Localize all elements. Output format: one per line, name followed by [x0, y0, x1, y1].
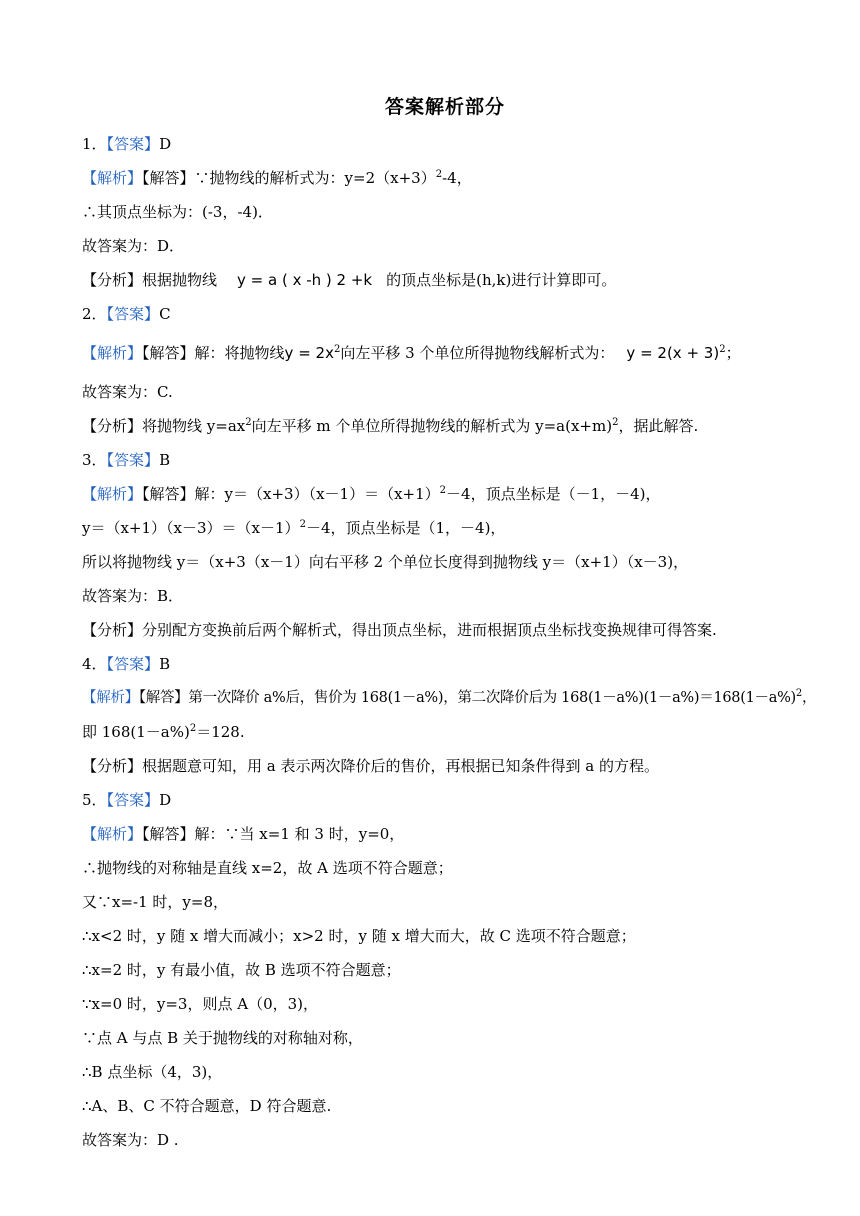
solve-tag: 【解答】 — [142, 825, 195, 843]
solve-tag: 【解答】 — [142, 169, 195, 187]
q2-answer: C — [159, 305, 171, 323]
q5-solution-line-5: ∴x=2 时，y 有最小值，故 B 选项不符合题意； — [82, 961, 401, 979]
q2-formula-1: y = 2x — [284, 344, 334, 362]
answer-tag: 【答案】 — [106, 451, 160, 469]
q5-solution-line-6: ∵x=0 时，y=3，则点 A（0，3)， — [82, 995, 319, 1013]
analysis-tag: 【解析】 — [82, 485, 143, 503]
q1-answer-line — [82, 134, 171, 154]
page-title: 答案解析部分 — [384, 96, 505, 118]
q2-answer-line — [82, 304, 171, 324]
q5-solution-line-2: ∴抛物线的对称轴是直线 x=2，故 A 选项不符合题意； — [82, 859, 453, 877]
q5-solution-line-10: 故答案为：D . — [82, 1131, 179, 1149]
answer-tag: 【答案】 — [106, 305, 160, 323]
q2-formula-2: y = 2(x + 3) — [626, 344, 720, 362]
q1-formula: y = a ( x -h ) 2 +k — [237, 271, 373, 289]
q4-analysis-line: 【分析】根据题意可知，用 a 表示两次降价后的售价，再根据已知条件得到 a 的方程。 — [82, 757, 659, 775]
q5-solution-line-9: ∴A、B、C 不符合题意，D 符合题意. — [82, 1097, 332, 1115]
q5-solution-line-7: ∵点 A 与点 B 关于抛物线的对称轴对称， — [82, 1029, 363, 1047]
fenxi-tag: 【分析】 — [82, 271, 143, 289]
q2-solution-line-2: 故答案为：C. — [82, 383, 173, 401]
q5-answer-line — [82, 790, 171, 810]
q5-solution-line-4: ∴x<2 时，y 随 x 增大而减小；x>2 时，y 随 x 增大而大，故 C 选项不符合题意； — [82, 927, 636, 945]
q4-answer-line — [82, 654, 170, 674]
q3-answer-line — [82, 450, 170, 470]
q4-answer: B — [159, 655, 171, 673]
q3-solution-line-1: 【解析】【解答】解：$y=(x+3)(x-1)=(x+1)^2-4$，顶点坐标是（－1，－4)， — [82, 485, 661, 503]
q3-solution-line-3: 所以将抛物线 y＝（x+3（x－1）向右平移 2 个单位长度得到抛物线 y＝（x+1）（x－3)， — [82, 553, 689, 571]
solve-tag: 【解答】 — [142, 485, 195, 503]
q5-answer: D — [159, 791, 172, 809]
q5-solution-line-3: 又∵x=-1 时，y=8， — [82, 893, 228, 911]
q1-solution-line-1: 【解析】【解答】∵抛物线的解析式为：$y=2(x+3)^2-4$， — [82, 169, 472, 187]
q1-solution-line-3: 故答案为：D． — [82, 237, 185, 255]
q5-solution-line-8: ∴B 点坐标（4，3)， — [82, 1063, 223, 1081]
q1-analysis-line: 【分析】根据抛物线 y = a ( x -h ) 2 +k 的顶点坐标是(h,k)进行计算即可。 — [82, 271, 617, 289]
fenxi-tag: 【分析】 — [82, 621, 143, 639]
answer-tag: 【答案】 — [106, 791, 160, 809]
q2-solution-line-1: 【解析】【解答】解：将抛物线$y = 2x^2$向左平移 3 个单位所得抛物线解析式为： $y = 2(x + 3)^2$； — [82, 344, 741, 362]
answer-tag: 【答案】 — [106, 135, 160, 153]
q1-solution-line-2: ∴其顶点坐标为：(-3，-4)． — [82, 203, 273, 221]
analysis-tag: 【解析】 — [82, 169, 143, 187]
q5-solution-line-1: 【解析】【解答】解：∵当 x=1 和 3 时，y=0， — [82, 825, 405, 843]
q1-number: 1． — [82, 135, 107, 153]
analysis-tag: 【解析】 — [82, 690, 139, 706]
fenxi-tag: 【分析】 — [82, 417, 143, 435]
solve-tag: 【解答】 — [142, 344, 195, 362]
answer-tag: 【答案】 — [106, 655, 160, 673]
solve-tag: 【解答】 — [138, 690, 189, 706]
q3-analysis-line: 【分析】分别配方变换前后两个解析式，得出顶点坐标，进而根据顶点坐标找变换规律可得答案. — [82, 621, 717, 639]
q1-answer: D — [159, 135, 172, 153]
analysis-tag: 【解析】 — [82, 825, 143, 843]
q3-solution-line-4: 故答案为：B． — [82, 587, 184, 605]
q4-number: 4． — [82, 655, 107, 673]
q4-solution-line-1: 【解析】【解答】第一次降价 a%后，售价为 168(1－a%)，第二次降价后为 $168(1-a\%)(1-a\%)=168(1-a\%)^2$， — [82, 688, 817, 706]
fenxi-tag: 【分析】 — [82, 757, 143, 775]
q3-solution-line-2: $y=(x+1)(x-3)=(x-1)^2-4$，顶点坐标是（1，－4)， — [82, 519, 506, 537]
q2-number: 2． — [82, 305, 107, 323]
q3-answer: B — [159, 451, 171, 469]
q4-solution-line-2: 即 $168(1-a\%)^2=128$. — [82, 723, 245, 741]
q3-number: 3． — [82, 451, 107, 469]
q5-number: 5． — [82, 791, 107, 809]
analysis-tag: 【解析】 — [82, 344, 143, 362]
q2-analysis-line: 【分析】将抛物线 $y=ax^2$向左平移 m 个单位所得抛物线的解析式为 $y=a(x+m)^2$，据此解答. — [82, 417, 699, 435]
